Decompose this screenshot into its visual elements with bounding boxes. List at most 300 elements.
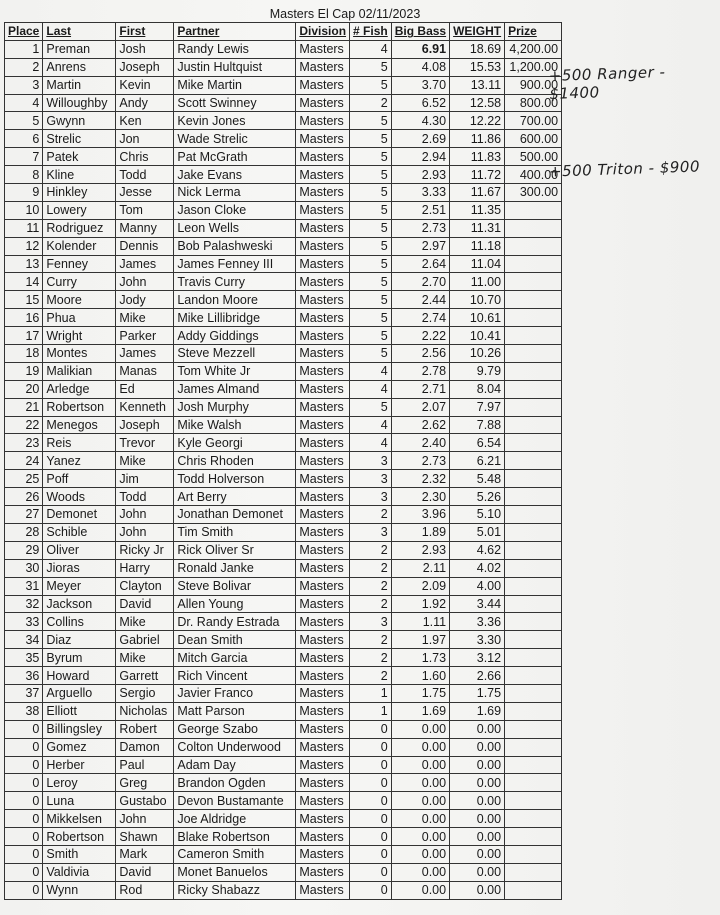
prize-cell — [505, 273, 562, 291]
partner-cell: Josh Murphy — [174, 398, 296, 416]
place-cell: 10 — [5, 201, 43, 219]
weight-cell: 4.62 — [450, 541, 505, 559]
place-cell: 7 — [5, 148, 43, 166]
partner-cell: Tim Smith — [174, 523, 296, 541]
weight-cell: 7.88 — [450, 416, 505, 434]
table-row — [5, 506, 562, 524]
partner-cell: Javier Franco — [174, 684, 296, 702]
prize-cell — [505, 792, 562, 810]
big-bass-cell: 2.22 — [391, 327, 449, 345]
place-cell: 25 — [5, 470, 43, 488]
big-bass-cell: 0.00 — [391, 720, 449, 738]
last-name-cell: Kline — [43, 166, 116, 184]
prize-cell — [505, 345, 562, 363]
table-row — [5, 649, 562, 667]
division-cell: Masters — [296, 738, 350, 756]
last-name-cell: Patek — [43, 148, 116, 166]
division-cell: Masters — [296, 273, 350, 291]
last-name-cell: Preman — [43, 40, 116, 58]
place-cell: 0 — [5, 845, 43, 863]
first-name-cell: James — [116, 345, 174, 363]
prize-cell — [505, 506, 562, 524]
prize-cell: 700.00 — [505, 112, 562, 130]
prize-cell: 4,200.00 — [505, 40, 562, 58]
table-row — [5, 828, 562, 846]
division-cell: Masters — [296, 577, 350, 595]
big-bass-cell: 4.08 — [391, 58, 449, 76]
weight-cell: 12.58 — [450, 94, 505, 112]
last-name-cell: Robertson — [43, 828, 116, 846]
last-name-cell: Luna — [43, 792, 116, 810]
last-name-cell: Valdivia — [43, 863, 116, 881]
fish-count-cell: 2 — [350, 577, 392, 595]
first-name-cell: James — [116, 255, 174, 273]
table-row — [5, 166, 562, 184]
weight-cell: 3.12 — [450, 649, 505, 667]
table-row — [5, 237, 562, 255]
place-cell: 37 — [5, 684, 43, 702]
place-cell: 0 — [5, 810, 43, 828]
partner-cell: Mike Walsh — [174, 416, 296, 434]
prize-cell: 800.00 — [505, 94, 562, 112]
division-cell: Masters — [296, 810, 350, 828]
handwritten-note-triton: +500 Triton - $900 — [548, 157, 701, 181]
fish-count-cell: 2 — [350, 541, 392, 559]
big-bass-cell: 2.30 — [391, 488, 449, 506]
partner-cell: Jonathan Demonet — [174, 506, 296, 524]
first-name-cell: John — [116, 523, 174, 541]
place-cell: 14 — [5, 273, 43, 291]
first-name-cell: Jesse — [116, 184, 174, 202]
table-row — [5, 810, 562, 828]
partner-cell: Todd Holverson — [174, 470, 296, 488]
weight-cell: 10.41 — [450, 327, 505, 345]
division-cell: Masters — [296, 380, 350, 398]
header-row — [5, 23, 562, 41]
table-row — [5, 130, 562, 148]
last-name-cell: Diaz — [43, 631, 116, 649]
place-cell: 11 — [5, 219, 43, 237]
place-cell: 24 — [5, 452, 43, 470]
first-name-cell: Chris — [116, 148, 174, 166]
division-cell: Masters — [296, 345, 350, 363]
last-name-cell: Smith — [43, 845, 116, 863]
big-bass-cell: 1.97 — [391, 631, 449, 649]
prize-cell — [505, 810, 562, 828]
big-bass-cell: 0.00 — [391, 863, 449, 881]
place-cell: 6 — [5, 130, 43, 148]
big-bass-cell: 3.96 — [391, 506, 449, 524]
place-cell: 0 — [5, 828, 43, 846]
fish-count-cell: 5 — [350, 255, 392, 273]
weight-cell: 1.75 — [450, 684, 505, 702]
prize-cell — [505, 219, 562, 237]
prize-cell — [505, 255, 562, 273]
first-name-cell: Todd — [116, 488, 174, 506]
partner-cell: Matt Parson — [174, 702, 296, 720]
weight-cell: 18.69 — [450, 40, 505, 58]
table-row — [5, 398, 562, 416]
header-place: Place — [5, 23, 43, 41]
table-row — [5, 631, 562, 649]
table-row — [5, 756, 562, 774]
big-bass-cell: 3.33 — [391, 184, 449, 202]
weight-cell: 0.00 — [450, 738, 505, 756]
table-row — [5, 595, 562, 613]
fish-count-cell: 1 — [350, 702, 392, 720]
fish-count-cell: 5 — [350, 309, 392, 327]
fish-count-cell: 0 — [350, 774, 392, 792]
partner-cell: James Almand — [174, 380, 296, 398]
prize-cell — [505, 595, 562, 613]
fish-count-cell: 5 — [350, 76, 392, 94]
place-cell: 38 — [5, 702, 43, 720]
first-name-cell: Dennis — [116, 237, 174, 255]
place-cell: 32 — [5, 595, 43, 613]
place-cell: 35 — [5, 649, 43, 667]
last-name-cell: Oliver — [43, 541, 116, 559]
prize-cell: 1,200.00 — [505, 58, 562, 76]
header-weight: WEIGHT — [450, 23, 505, 41]
weight-cell: 10.61 — [450, 309, 505, 327]
first-name-cell: John — [116, 506, 174, 524]
big-bass-cell: 2.73 — [391, 219, 449, 237]
place-cell: 0 — [5, 774, 43, 792]
place-cell: 15 — [5, 291, 43, 309]
prize-cell: 600.00 — [505, 130, 562, 148]
table-row — [5, 219, 562, 237]
last-name-cell: Mikkelsen — [43, 810, 116, 828]
last-name-cell: Lowery — [43, 201, 116, 219]
header-big-bass: Big Bass — [391, 23, 449, 41]
weight-cell: 11.83 — [450, 148, 505, 166]
big-bass-cell: 1.89 — [391, 523, 449, 541]
division-cell: Masters — [296, 863, 350, 881]
place-cell: 33 — [5, 613, 43, 631]
prize-cell — [505, 380, 562, 398]
first-name-cell: Sergio — [116, 684, 174, 702]
header-fish: # Fish — [350, 23, 392, 41]
fish-count-cell: 5 — [350, 291, 392, 309]
division-cell: Masters — [296, 166, 350, 184]
weight-cell: 3.36 — [450, 613, 505, 631]
big-bass-cell: 2.44 — [391, 291, 449, 309]
fish-count-cell: 3 — [350, 523, 392, 541]
weight-cell: 11.00 — [450, 273, 505, 291]
partner-cell: Colton Underwood — [174, 738, 296, 756]
big-bass-cell: 2.62 — [391, 416, 449, 434]
weight-cell: 0.00 — [450, 828, 505, 846]
table-row — [5, 559, 562, 577]
prize-cell — [505, 523, 562, 541]
division-cell: Masters — [296, 488, 350, 506]
big-bass-cell: 1.69 — [391, 702, 449, 720]
first-name-cell: Mark — [116, 845, 174, 863]
prize-cell — [505, 488, 562, 506]
division-cell: Masters — [296, 541, 350, 559]
weight-cell: 0.00 — [450, 774, 505, 792]
big-bass-cell: 2.51 — [391, 201, 449, 219]
table-row — [5, 362, 562, 380]
last-name-cell: Curry — [43, 273, 116, 291]
first-name-cell: Joseph — [116, 416, 174, 434]
big-bass-cell: 0.00 — [391, 828, 449, 846]
division-cell: Masters — [296, 452, 350, 470]
prize-cell — [505, 327, 562, 345]
last-name-cell: Jackson — [43, 595, 116, 613]
partner-cell: Jason Cloke — [174, 201, 296, 219]
weight-cell: 7.97 — [450, 398, 505, 416]
division-cell: Masters — [296, 130, 350, 148]
table-row — [5, 720, 562, 738]
big-bass-cell: 2.97 — [391, 237, 449, 255]
partner-cell: George Szabo — [174, 720, 296, 738]
division-cell: Masters — [296, 881, 350, 899]
first-name-cell: Todd — [116, 166, 174, 184]
fish-count-cell: 2 — [350, 506, 392, 524]
weight-cell: 11.72 — [450, 166, 505, 184]
first-name-cell: Jon — [116, 130, 174, 148]
big-bass-cell: 1.11 — [391, 613, 449, 631]
fish-count-cell: 5 — [350, 58, 392, 76]
weight-cell: 0.00 — [450, 845, 505, 863]
partner-cell: Steve Bolivar — [174, 577, 296, 595]
big-bass-cell: 3.70 — [391, 76, 449, 94]
partner-cell: Brandon Ogden — [174, 774, 296, 792]
last-name-cell: Phua — [43, 309, 116, 327]
first-name-cell: Mike — [116, 613, 174, 631]
first-name-cell: Ken — [116, 112, 174, 130]
first-name-cell: Garrett — [116, 667, 174, 685]
table-row — [5, 58, 562, 76]
division-cell: Masters — [296, 720, 350, 738]
partner-cell: Cameron Smith — [174, 845, 296, 863]
partner-cell: Ronald Janke — [174, 559, 296, 577]
division-cell: Masters — [296, 774, 350, 792]
first-name-cell: Jim — [116, 470, 174, 488]
place-cell: 22 — [5, 416, 43, 434]
place-cell: 0 — [5, 720, 43, 738]
partner-cell: Allen Young — [174, 595, 296, 613]
fish-count-cell: 4 — [350, 380, 392, 398]
big-bass-cell: 2.71 — [391, 380, 449, 398]
division-cell: Masters — [296, 362, 350, 380]
prize-cell — [505, 702, 562, 720]
last-name-cell: Wright — [43, 327, 116, 345]
big-bass-cell: 1.60 — [391, 667, 449, 685]
fish-count-cell: 0 — [350, 720, 392, 738]
place-cell: 0 — [5, 738, 43, 756]
fish-count-cell: 4 — [350, 416, 392, 434]
big-bass-cell: 2.11 — [391, 559, 449, 577]
division-cell: Masters — [296, 76, 350, 94]
fish-count-cell: 5 — [350, 219, 392, 237]
weight-cell: 2.66 — [450, 667, 505, 685]
partner-cell: Art Berry — [174, 488, 296, 506]
prize-cell — [505, 774, 562, 792]
last-name-cell: Howard — [43, 667, 116, 685]
last-name-cell: Arledge — [43, 380, 116, 398]
fish-count-cell: 3 — [350, 613, 392, 631]
weight-cell: 3.30 — [450, 631, 505, 649]
last-name-cell: Jioras — [43, 559, 116, 577]
last-name-cell: Byrum — [43, 649, 116, 667]
fish-count-cell: 5 — [350, 166, 392, 184]
last-name-cell: Montes — [43, 345, 116, 363]
prize-cell — [505, 828, 562, 846]
division-cell: Masters — [296, 792, 350, 810]
division-cell: Masters — [296, 470, 350, 488]
big-bass-cell: 0.00 — [391, 738, 449, 756]
table-row — [5, 380, 562, 398]
table-row — [5, 201, 562, 219]
table-row — [5, 327, 562, 345]
last-name-cell: Poff — [43, 470, 116, 488]
place-cell: 18 — [5, 345, 43, 363]
partner-cell: Landon Moore — [174, 291, 296, 309]
weight-cell: 11.18 — [450, 237, 505, 255]
division-cell: Masters — [296, 845, 350, 863]
fish-count-cell: 5 — [350, 112, 392, 130]
division-cell: Masters — [296, 237, 350, 255]
table-row — [5, 452, 562, 470]
fish-count-cell: 4 — [350, 434, 392, 452]
weight-cell: 13.11 — [450, 76, 505, 94]
table-row — [5, 148, 562, 166]
prize-cell — [505, 756, 562, 774]
prize-cell: 900.00 — [505, 76, 562, 94]
big-bass-cell: 0.00 — [391, 774, 449, 792]
big-bass-cell: 2.07 — [391, 398, 449, 416]
division-cell: Masters — [296, 684, 350, 702]
last-name-cell: Strelic — [43, 130, 116, 148]
fish-count-cell: 2 — [350, 559, 392, 577]
last-name-cell: Meyer — [43, 577, 116, 595]
big-bass-cell: 0.00 — [391, 845, 449, 863]
weight-cell: 15.53 — [450, 58, 505, 76]
fish-count-cell: 5 — [350, 237, 392, 255]
fish-count-cell: 0 — [350, 810, 392, 828]
first-name-cell: Clayton — [116, 577, 174, 595]
fish-count-cell: 0 — [350, 881, 392, 899]
first-name-cell: Greg — [116, 774, 174, 792]
division-cell: Masters — [296, 309, 350, 327]
place-cell: 8 — [5, 166, 43, 184]
partner-cell: Dr. Randy Estrada — [174, 613, 296, 631]
fish-count-cell: 0 — [350, 845, 392, 863]
header-prize: Prize — [505, 23, 562, 41]
prize-cell — [505, 434, 562, 452]
last-name-cell: Herber — [43, 756, 116, 774]
table-row — [5, 792, 562, 810]
division-cell: Masters — [296, 58, 350, 76]
partner-cell: Addy Giddings — [174, 327, 296, 345]
division-cell: Masters — [296, 828, 350, 846]
first-name-cell: Mike — [116, 452, 174, 470]
fish-count-cell: 5 — [350, 327, 392, 345]
big-bass-cell: 1.73 — [391, 649, 449, 667]
last-name-cell: Gwynn — [43, 112, 116, 130]
place-cell: 26 — [5, 488, 43, 506]
big-bass-cell: 2.64 — [391, 255, 449, 273]
weight-cell: 0.00 — [450, 881, 505, 899]
fish-count-cell: 4 — [350, 362, 392, 380]
table-row — [5, 76, 562, 94]
division-cell: Masters — [296, 559, 350, 577]
fish-count-cell: 3 — [350, 488, 392, 506]
prize-cell — [505, 649, 562, 667]
place-cell: 29 — [5, 541, 43, 559]
big-bass-cell: 2.93 — [391, 541, 449, 559]
place-cell: 31 — [5, 577, 43, 595]
division-cell: Masters — [296, 94, 350, 112]
division-cell: Masters — [296, 649, 350, 667]
prize-cell — [505, 881, 562, 899]
table-row — [5, 488, 562, 506]
prize-cell — [505, 362, 562, 380]
weight-cell: 6.54 — [450, 434, 505, 452]
table-row — [5, 845, 562, 863]
place-cell: 0 — [5, 756, 43, 774]
first-name-cell: Parker — [116, 327, 174, 345]
table-row — [5, 94, 562, 112]
table-row — [5, 541, 562, 559]
prize-cell — [505, 577, 562, 595]
weight-cell: 3.44 — [450, 595, 505, 613]
fish-count-cell: 5 — [350, 345, 392, 363]
first-name-cell: Mike — [116, 309, 174, 327]
weight-cell: 4.00 — [450, 577, 505, 595]
division-cell: Masters — [296, 291, 350, 309]
place-cell: 23 — [5, 434, 43, 452]
table-row — [5, 774, 562, 792]
fish-count-cell: 0 — [350, 792, 392, 810]
fish-count-cell: 2 — [350, 649, 392, 667]
weight-cell: 12.22 — [450, 112, 505, 130]
big-bass-cell: 2.40 — [391, 434, 449, 452]
first-name-cell: Manas — [116, 362, 174, 380]
place-cell: 0 — [5, 863, 43, 881]
partner-cell: Leon Wells — [174, 219, 296, 237]
place-cell: 4 — [5, 94, 43, 112]
last-name-cell: Fenney — [43, 255, 116, 273]
place-cell: 13 — [5, 255, 43, 273]
division-cell: Masters — [296, 398, 350, 416]
first-name-cell: David — [116, 595, 174, 613]
division-cell: Masters — [296, 112, 350, 130]
weight-cell: 9.79 — [450, 362, 505, 380]
first-name-cell: Trevor — [116, 434, 174, 452]
weight-cell: 11.04 — [450, 255, 505, 273]
fish-count-cell: 2 — [350, 94, 392, 112]
fish-count-cell: 4 — [350, 40, 392, 58]
big-bass-cell: 6.52 — [391, 94, 449, 112]
partner-cell: Justin Hultquist — [174, 58, 296, 76]
last-name-cell: Menegos — [43, 416, 116, 434]
place-cell: 30 — [5, 559, 43, 577]
partner-cell: Pat McGrath — [174, 148, 296, 166]
last-name-cell: Wynn — [43, 881, 116, 899]
partner-cell: James Fenney III — [174, 255, 296, 273]
fish-count-cell: 5 — [350, 148, 392, 166]
division-cell: Masters — [296, 327, 350, 345]
table-row — [5, 291, 562, 309]
first-name-cell: Ricky Jr — [116, 541, 174, 559]
division-cell: Masters — [296, 40, 350, 58]
place-cell: 19 — [5, 362, 43, 380]
partner-cell: Mike Martin — [174, 76, 296, 94]
prize-cell — [505, 684, 562, 702]
